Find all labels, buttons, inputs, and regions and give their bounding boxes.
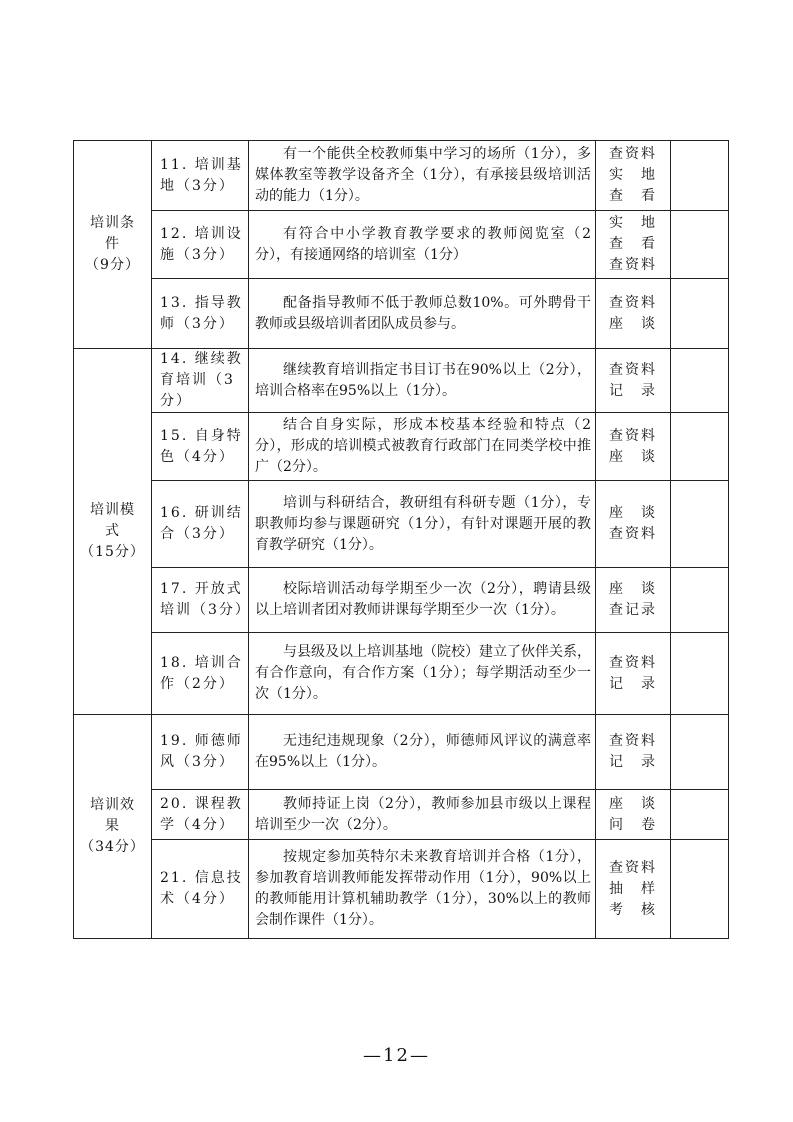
item-cell: 16. 研训结合（3分） bbox=[152, 481, 249, 568]
table-row bbox=[74, 715, 729, 790]
method-label: 查资料 bbox=[609, 361, 657, 378]
table-row bbox=[74, 211, 729, 279]
method-label: 查记录 bbox=[609, 602, 657, 618]
criteria-text: 有符合中小学教育教学要求的教师阅览室（2分），有接通网络的培训室（1分） bbox=[255, 225, 591, 263]
criteria-text: 教师持证上岗（2分），教师参加县市级以上课程培训至少一次（2分）。 bbox=[255, 795, 591, 833]
method-label: 座 谈 bbox=[609, 315, 657, 332]
criteria-cell bbox=[249, 141, 596, 211]
item-cell: 14. 继续教育培训（3分） bbox=[152, 349, 249, 413]
method-label: 查资料 bbox=[609, 427, 657, 444]
method-label: 考 核 bbox=[609, 901, 657, 918]
criteria-cell bbox=[249, 840, 596, 939]
method-label: 抽 样 bbox=[609, 880, 657, 897]
method-label: 查资料 bbox=[609, 859, 657, 876]
method-label: 查 看 bbox=[609, 188, 657, 204]
table-row bbox=[74, 840, 729, 939]
score-cell[interactable] bbox=[671, 633, 729, 715]
score-cell[interactable] bbox=[671, 279, 729, 349]
category-name: 培训模式 bbox=[90, 502, 135, 539]
table-row bbox=[74, 349, 729, 413]
method-cell bbox=[596, 413, 671, 481]
criteria-cell bbox=[249, 633, 596, 715]
method-label: 实 地 bbox=[609, 167, 657, 183]
criteria-text: 校际培训活动每学期至少一次（2分），聘请县级以上培训者团对教师讲课每学期至少一次（1分）。 bbox=[255, 581, 591, 618]
score-cell[interactable] bbox=[671, 715, 729, 790]
page-number: —12— bbox=[363, 1045, 430, 1066]
criteria-text: 结合自身实际，形成本校基本经验和特点（2分），形成的培训模式被教育行政部门在同类学校中推广（2分）。 bbox=[255, 417, 591, 475]
criteria-cell bbox=[249, 481, 596, 568]
method-cell bbox=[596, 840, 671, 939]
item-cell: 11. 培训基地（3分） bbox=[152, 141, 249, 211]
table-row bbox=[74, 279, 729, 349]
score-cell[interactable] bbox=[671, 840, 729, 939]
score-cell[interactable] bbox=[671, 211, 729, 279]
category-name: 培训效果 bbox=[90, 797, 135, 834]
method-label: 座 谈 bbox=[609, 795, 657, 812]
method-label: 查 看 bbox=[609, 236, 657, 252]
score-cell[interactable] bbox=[671, 568, 729, 633]
criteria-text: 培训与科研结合，教研组有科研专题（1分），专职教师均参与课题研究（1分），有针对课题开展的教育教学研究（1分）。 bbox=[255, 494, 591, 553]
method-label: 查资料 bbox=[609, 294, 657, 311]
criteria-cell bbox=[249, 349, 596, 413]
score-cell[interactable] bbox=[671, 349, 729, 413]
method-label: 查资料 bbox=[609, 733, 657, 749]
method-label: 记 录 bbox=[609, 382, 657, 399]
method-cell bbox=[596, 279, 671, 349]
method-cell bbox=[596, 211, 671, 279]
criteria-cell bbox=[249, 211, 596, 279]
criteria-cell bbox=[249, 568, 596, 633]
category-cell bbox=[74, 141, 152, 349]
category-name: 培训条件 bbox=[90, 215, 135, 252]
method-label: 查资料 bbox=[609, 257, 657, 273]
category-points: （9分） bbox=[85, 257, 140, 273]
item-cell: 21. 信息技术（4分） bbox=[152, 840, 249, 939]
category-cell bbox=[74, 349, 152, 715]
item-cell: 15. 自身特色（4分） bbox=[152, 413, 249, 481]
table-row bbox=[74, 141, 729, 211]
table-row bbox=[74, 790, 729, 840]
item-cell: 12. 培训设施（3分） bbox=[152, 211, 249, 279]
criteria-text: 配备指导教师不低于教师总数10%。可外聘骨干教师或县级培训者团队成员参与。 bbox=[255, 294, 591, 332]
method-label: 座 谈 bbox=[609, 448, 657, 465]
criteria-cell bbox=[249, 715, 596, 790]
method-cell bbox=[596, 481, 671, 568]
method-label: 座 谈 bbox=[609, 505, 657, 521]
category-points: （34分） bbox=[80, 839, 145, 855]
table-row bbox=[74, 568, 729, 633]
item-cell: 19. 师德师风（3分） bbox=[152, 715, 249, 790]
criteria-text: 继续教育培训指定书目订书在90%以上（2分），培训合格率在95%以上（1分）。 bbox=[255, 361, 591, 399]
table-row bbox=[74, 413, 729, 481]
method-label: 记 录 bbox=[609, 675, 657, 692]
criteria-cell bbox=[249, 279, 596, 349]
method-cell bbox=[596, 633, 671, 715]
item-cell: 18. 培训合作（2分） bbox=[152, 633, 249, 715]
method-cell bbox=[596, 715, 671, 790]
table-row bbox=[74, 633, 729, 715]
item-cell: 13. 指导教师（3分） bbox=[152, 279, 249, 349]
method-cell bbox=[596, 568, 671, 633]
score-cell[interactable] bbox=[671, 413, 729, 481]
method-label: 实 地 bbox=[609, 215, 657, 231]
method-label: 问 卷 bbox=[609, 816, 657, 833]
criteria-text: 与县级及以上培训基地（院校）建立了伙伴关系，有合作意向，有合作方案（1分）；每学期活动至少一次（1分）。 bbox=[255, 644, 591, 702]
method-label: 座 谈 bbox=[609, 581, 657, 597]
method-cell bbox=[596, 349, 671, 413]
evaluation-table bbox=[73, 140, 729, 939]
criteria-cell bbox=[249, 413, 596, 481]
item-cell: 20. 课程教学（4分） bbox=[152, 790, 249, 840]
method-label: 查资料 bbox=[609, 654, 657, 671]
method-cell bbox=[596, 141, 671, 211]
category-cell bbox=[74, 715, 152, 939]
score-cell[interactable] bbox=[671, 790, 729, 840]
criteria-text: 无违纪违规现象（2分），师德师风评议的满意率在95%以上（1分）。 bbox=[255, 733, 591, 770]
criteria-text: 按规定参加英特尔未来教育培训并合格（1分），参加教育培训教师能发挥带动作用（1分），90%以上的教师能用计算机辅助教学（1分），30%以上的教师会制作课件（1分）。 bbox=[255, 849, 591, 928]
score-cell[interactable] bbox=[671, 141, 729, 211]
item-cell: 17. 开放式培训（3分） bbox=[152, 568, 249, 633]
method-cell bbox=[596, 790, 671, 840]
table-row bbox=[74, 481, 729, 568]
method-label: 查资料 bbox=[609, 526, 657, 542]
criteria-text: 有一个能供全校教师集中学习的场所（1分），多媒体教室等教学设备齐全（1分），有承接县级培训活动的能力（1分）。 bbox=[255, 146, 591, 204]
score-cell[interactable] bbox=[671, 481, 729, 568]
method-label: 记 录 bbox=[609, 754, 657, 770]
method-label: 查资料 bbox=[609, 146, 657, 162]
category-points: （15分） bbox=[80, 544, 145, 560]
criteria-cell bbox=[249, 790, 596, 840]
